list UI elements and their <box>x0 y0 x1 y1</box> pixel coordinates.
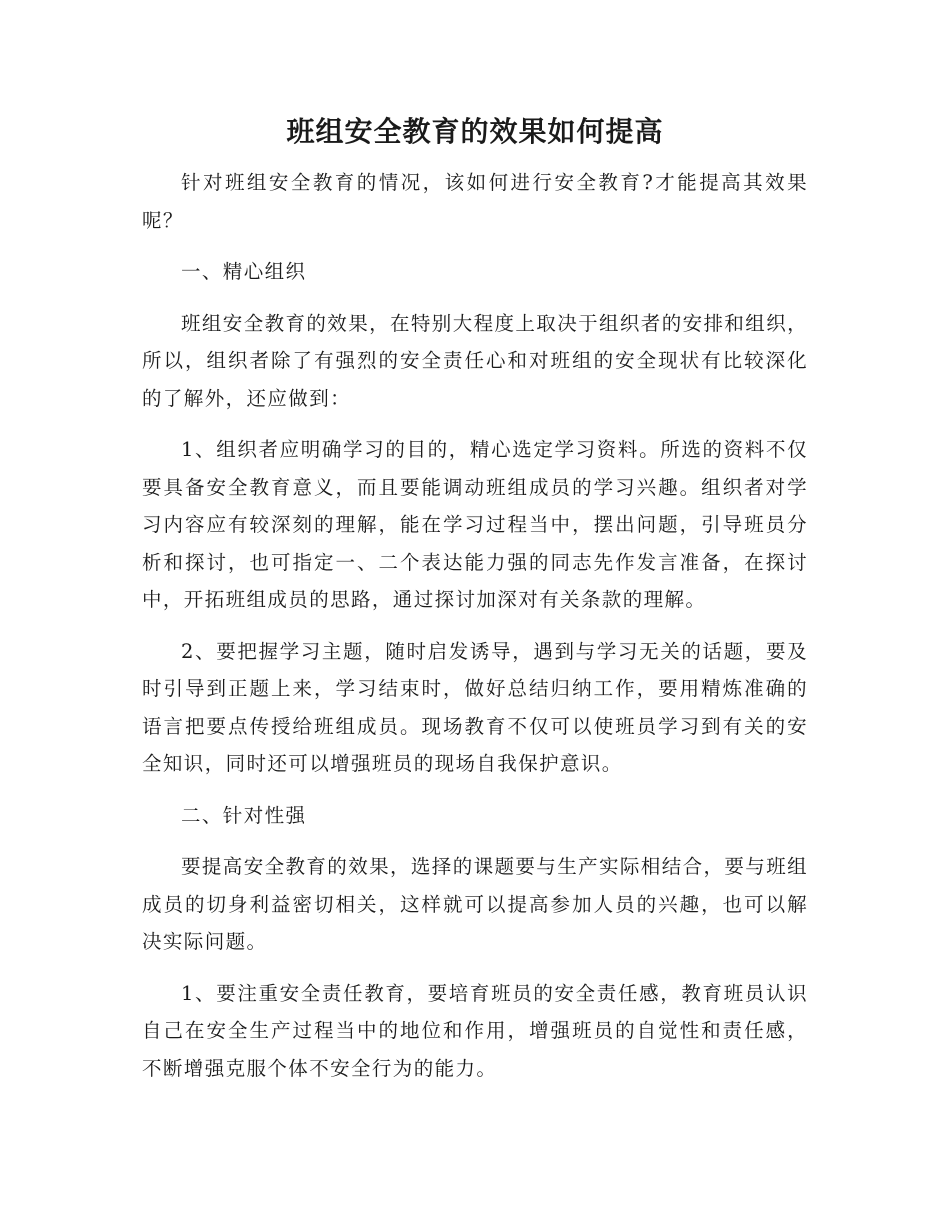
paragraph: 1、要注重安全责任教育，要培育班员的安全责任感，教育班员认识自己在安全生产过程当中的地位和作用，增强班员的自觉性和责任感，不断增强克服个体不安全行为的能力。 <box>142 981 808 1080</box>
paragraph: 班组安全教育的效果，在特别大程度上取决于组织者的安排和组织，所以，组织者除了有强烈的安全责任心和对班组的安全现状有比较深化的了解外，还应做到： <box>142 311 809 410</box>
section-heading-1: 一、精心组织 <box>181 260 307 283</box>
document-title: 班组安全教育的效果如何提高 <box>286 115 664 148</box>
paragraph: 要提高安全教育的效果，选择的课题要与生产实际相结合，要与班组成员的切身利益密切相关，这样就可以提高参加人员的兴趣，也可以解决实际问题。 <box>142 855 809 953</box>
document-body <box>142 164 808 1101</box>
section-heading-2: 二、针对性强 <box>181 803 307 827</box>
paragraph: 1、组织者应明确学习的目的，精心选定学习资料。所选的资料不仅要具备安全教育意义，而且要能调动班组成员的学习兴趣。组织者对学习内容应有较深刻的理解，能在学习过程当中，摆出问题，引导班员分析和探讨，也可指定一、二个表达能力强的同志先作发言准备，在探讨中，开拓班组成员的思路，通过探讨加深对有关条款的理解。 <box>142 438 808 611</box>
paragraph-intro: 针对班组安全教育的情况，该如何进行安全教育?才能提高其效果呢？ <box>142 171 808 232</box>
paragraph: 2、要把握学习主题，随时启发诱导，遇到与学习无关的话题，要及时引导到正题上来，学习结束时，做好总结归纳工作，要用精炼准确的语言把要点传授给班组成员。现场教育不仅可以使班员学习到有关的安全知识，同时还可以增强班员的现场自我保护意识。 <box>142 639 808 775</box>
